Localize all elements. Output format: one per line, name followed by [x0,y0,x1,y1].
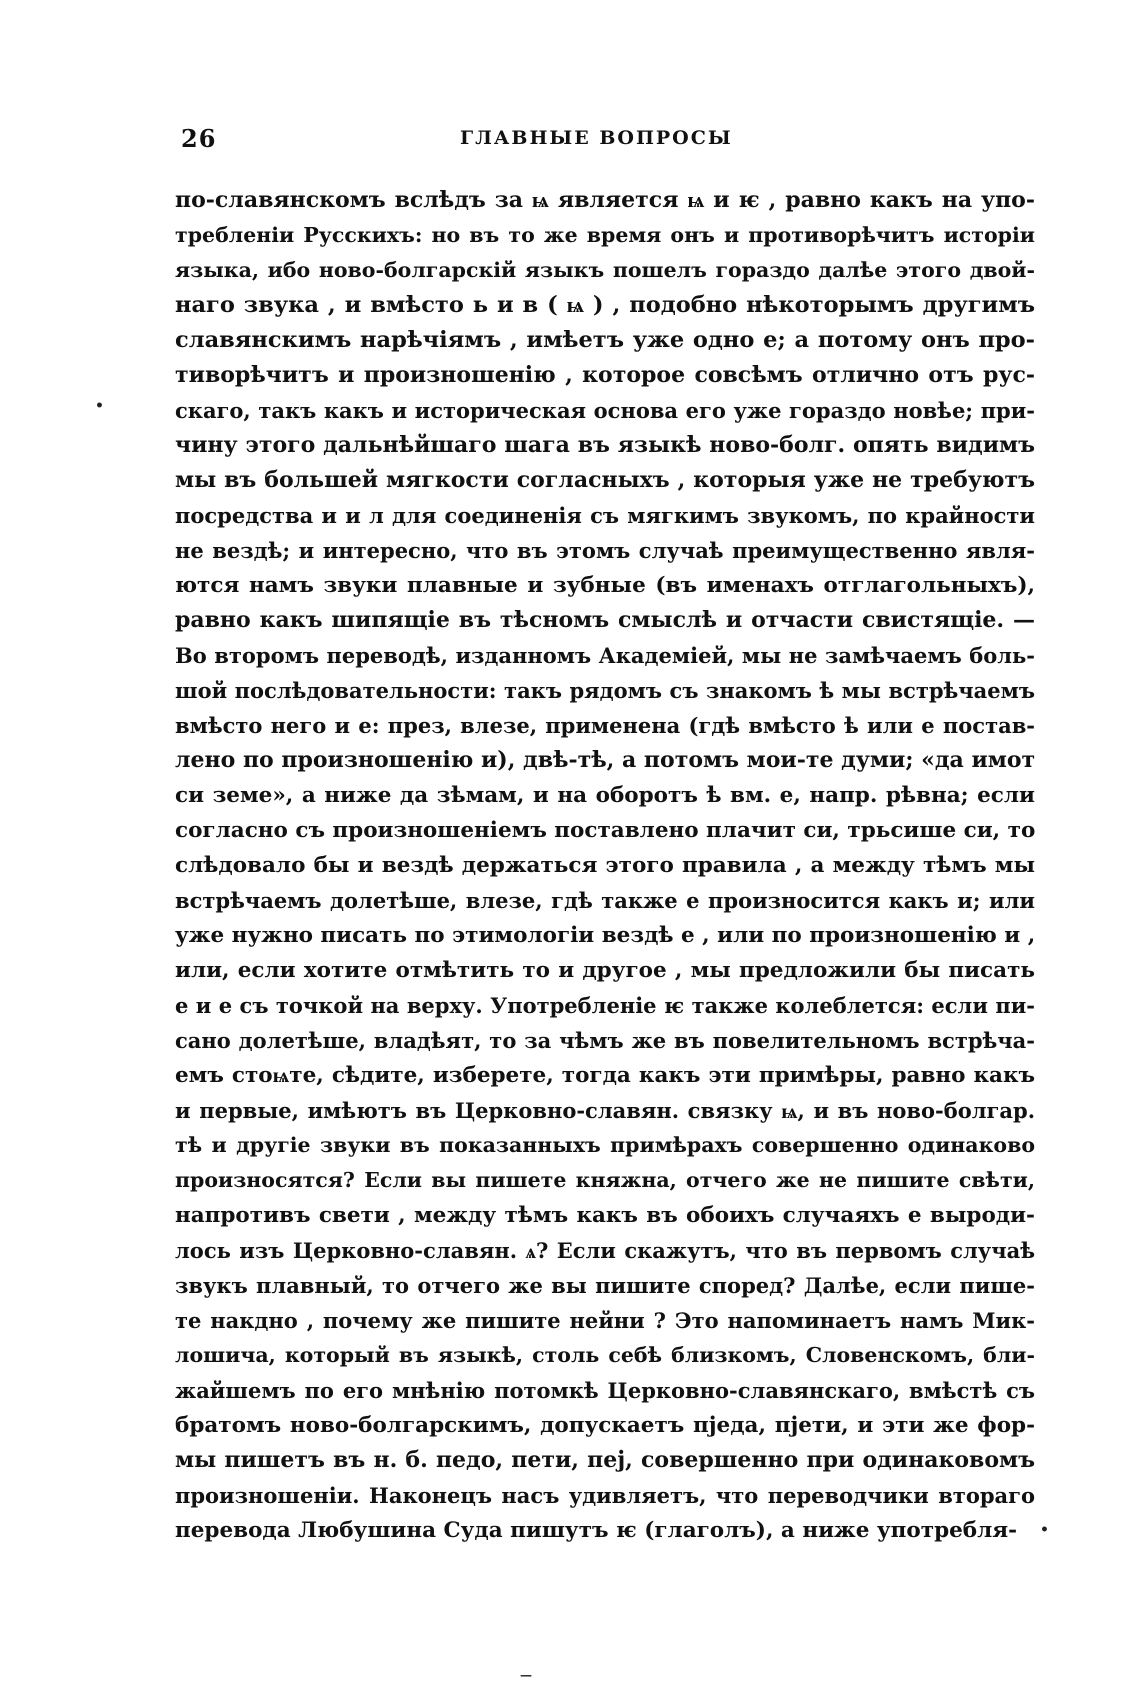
text-line: языка, ибо ново-болгарскій языкъ пошелъ гораздо далѣе этого двой- [175,258,1035,282]
text-line: ются намъ звуки плавные и зубные (въ именахъ отглагольныхъ), [175,573,1035,598]
text-line: Во второмъ переводѣ, изданномъ Академіей, мы не замѣчаемъ боль- [175,643,1035,668]
text-line: встрѣчаемъ долетѣше, влезе, гдѣ также е произносится какъ и; или [175,888,1035,913]
bottom-dash: — [520,1668,532,1682]
text-line: тѣ и другіе звуки въ показанныхъ примѣрахъ совершенно одинаково [175,1133,1035,1157]
text-line: равно какъ шипящіе въ тѣсномъ смыслѣ и отчасти свистящіе. — [175,607,1035,633]
text-line: не вездѣ; и интересно, что въ этомъ случаѣ преимущественно явля- [175,538,1035,563]
text-line: наго звука , и вмѣсто ь и в ( ѩ ) , подобно нѣкоторымъ другимъ [175,292,1035,318]
body-text [175,183,1035,1548]
text-line: скаго, такъ какъ и историческая основа его уже гораздо новѣе; при- [175,398,1035,423]
text-line: сано долетѣше, владѣят, то за чѣмъ же въ повелительномъ встрѣча- [175,1028,1035,1053]
text-line: тиворѣчитъ и произношенію , которое совсѣмъ отлично отъ рус- [175,362,1035,388]
text-line: си земе», а ниже да зѣмам, и на оборотъ ѣ вм. е, напр. рѣвна; если [175,783,1035,808]
text-line: лено по произношенію и), двѣ-тѣ, а потомъ мои-те думи; «да имот [175,747,1036,773]
margin-dot-left: • [95,398,104,414]
text-line: уже нужно писать по этимологіи вездѣ е , или по произношенію и , [175,923,1036,948]
text-line: мы пишетъ въ н. б. педо, пети, пеј, совершенно при одинаковомъ [175,1447,1035,1473]
text-line: е и е съ точкой на верху. Употребленіе ѥ также колеблется: если пи- [175,993,1035,1018]
text-line: емъ стоѩте, сѣдите, изберете, тогда какъ эти примѣры, равно какъ [175,1063,1035,1088]
running-head: ГЛАВНЫЕ ВОПРОСЫ [460,127,733,149]
text-line: шой послѣдовательности: такъ рядомъ съ знакомъ ѣ мы встрѣчаемъ [175,678,1035,703]
text-line: вмѣсто него и е: през, влезе, применена (гдѣ вмѣсто ѣ или е постав- [175,713,1035,738]
text-line: слѣдовало бы и вездѣ держаться этого правила , а между тѣмъ мы [175,853,1035,878]
text-line: согласно съ произношеніемъ поставлено плачит си, трьсише си, то [175,818,1036,843]
text-line: посредства и и л для соединенія съ мягкимъ звукомъ, по крайности [175,503,1035,528]
text-line: те накдно , почему же пишите нейни ? Это напоминаетъ намъ Мик- [175,1308,1035,1333]
text-line: чину этого дальнѣйшаго шага въ языкѣ ново-болг. опять видимъ [175,432,1035,458]
text-line: мы въ большей мягкости согласныхъ , которыя уже не требуютъ [175,467,1035,493]
text-line: звукъ плавный, то отчего же вы пишите според? Далѣе, если пише- [175,1273,1035,1298]
margin-dot-bottom-right: • [1040,1522,1049,1538]
text-line: или, если хотите отмѣтить то и другое , мы предложили бы писать [175,958,1035,983]
text-line: произношеніи. Наконецъ насъ удивляетъ, что переводчики втораго [175,1483,1035,1508]
text-line: лось изъ Церковно-славян. ѧ? Если скажутъ, что въ первомъ случаѣ [175,1238,1035,1263]
text-line: произносятся? Если вы пишете княжна, отчего же не пишите свѣти, [175,1168,1035,1192]
text-line: по-славянскомъ вслѣдъ за ѩ является ѩ и ѥ , равно какъ на упо- [175,187,1035,213]
text-line: братомъ ново-болгарскимъ, допускаетъ пједа, пјети, и эти же фор- [175,1413,1035,1438]
text-line: и первые, имѣютъ въ Церковно-славян. связку ѩ, и въ ново-болгар. [175,1098,1035,1123]
page-number: 26 [181,124,217,153]
text-line: жайшемъ по его мнѣнію потомкѣ Церковно-славянскаго, вмѣстѣ съ [175,1378,1035,1403]
text-line: лошича, который въ языкѣ, столь себѣ близкомъ, Словенскомъ, бли- [175,1343,1035,1367]
text-line: напротивъ свети , между тѣмъ какъ въ обоихъ случаяхъ е выроди- [175,1203,1035,1228]
text-line: славянскимъ нарѣчіямъ , имѣетъ уже одно е; а потому онъ про- [175,327,1035,353]
text-line: требленіи Русскихъ: но въ то же время онъ и противорѣчитъ исторіи [175,223,1035,247]
text-line: перевода Любушина Суда пишутъ ѥ (глаголъ), а ниже употребля- [175,1518,1018,1543]
